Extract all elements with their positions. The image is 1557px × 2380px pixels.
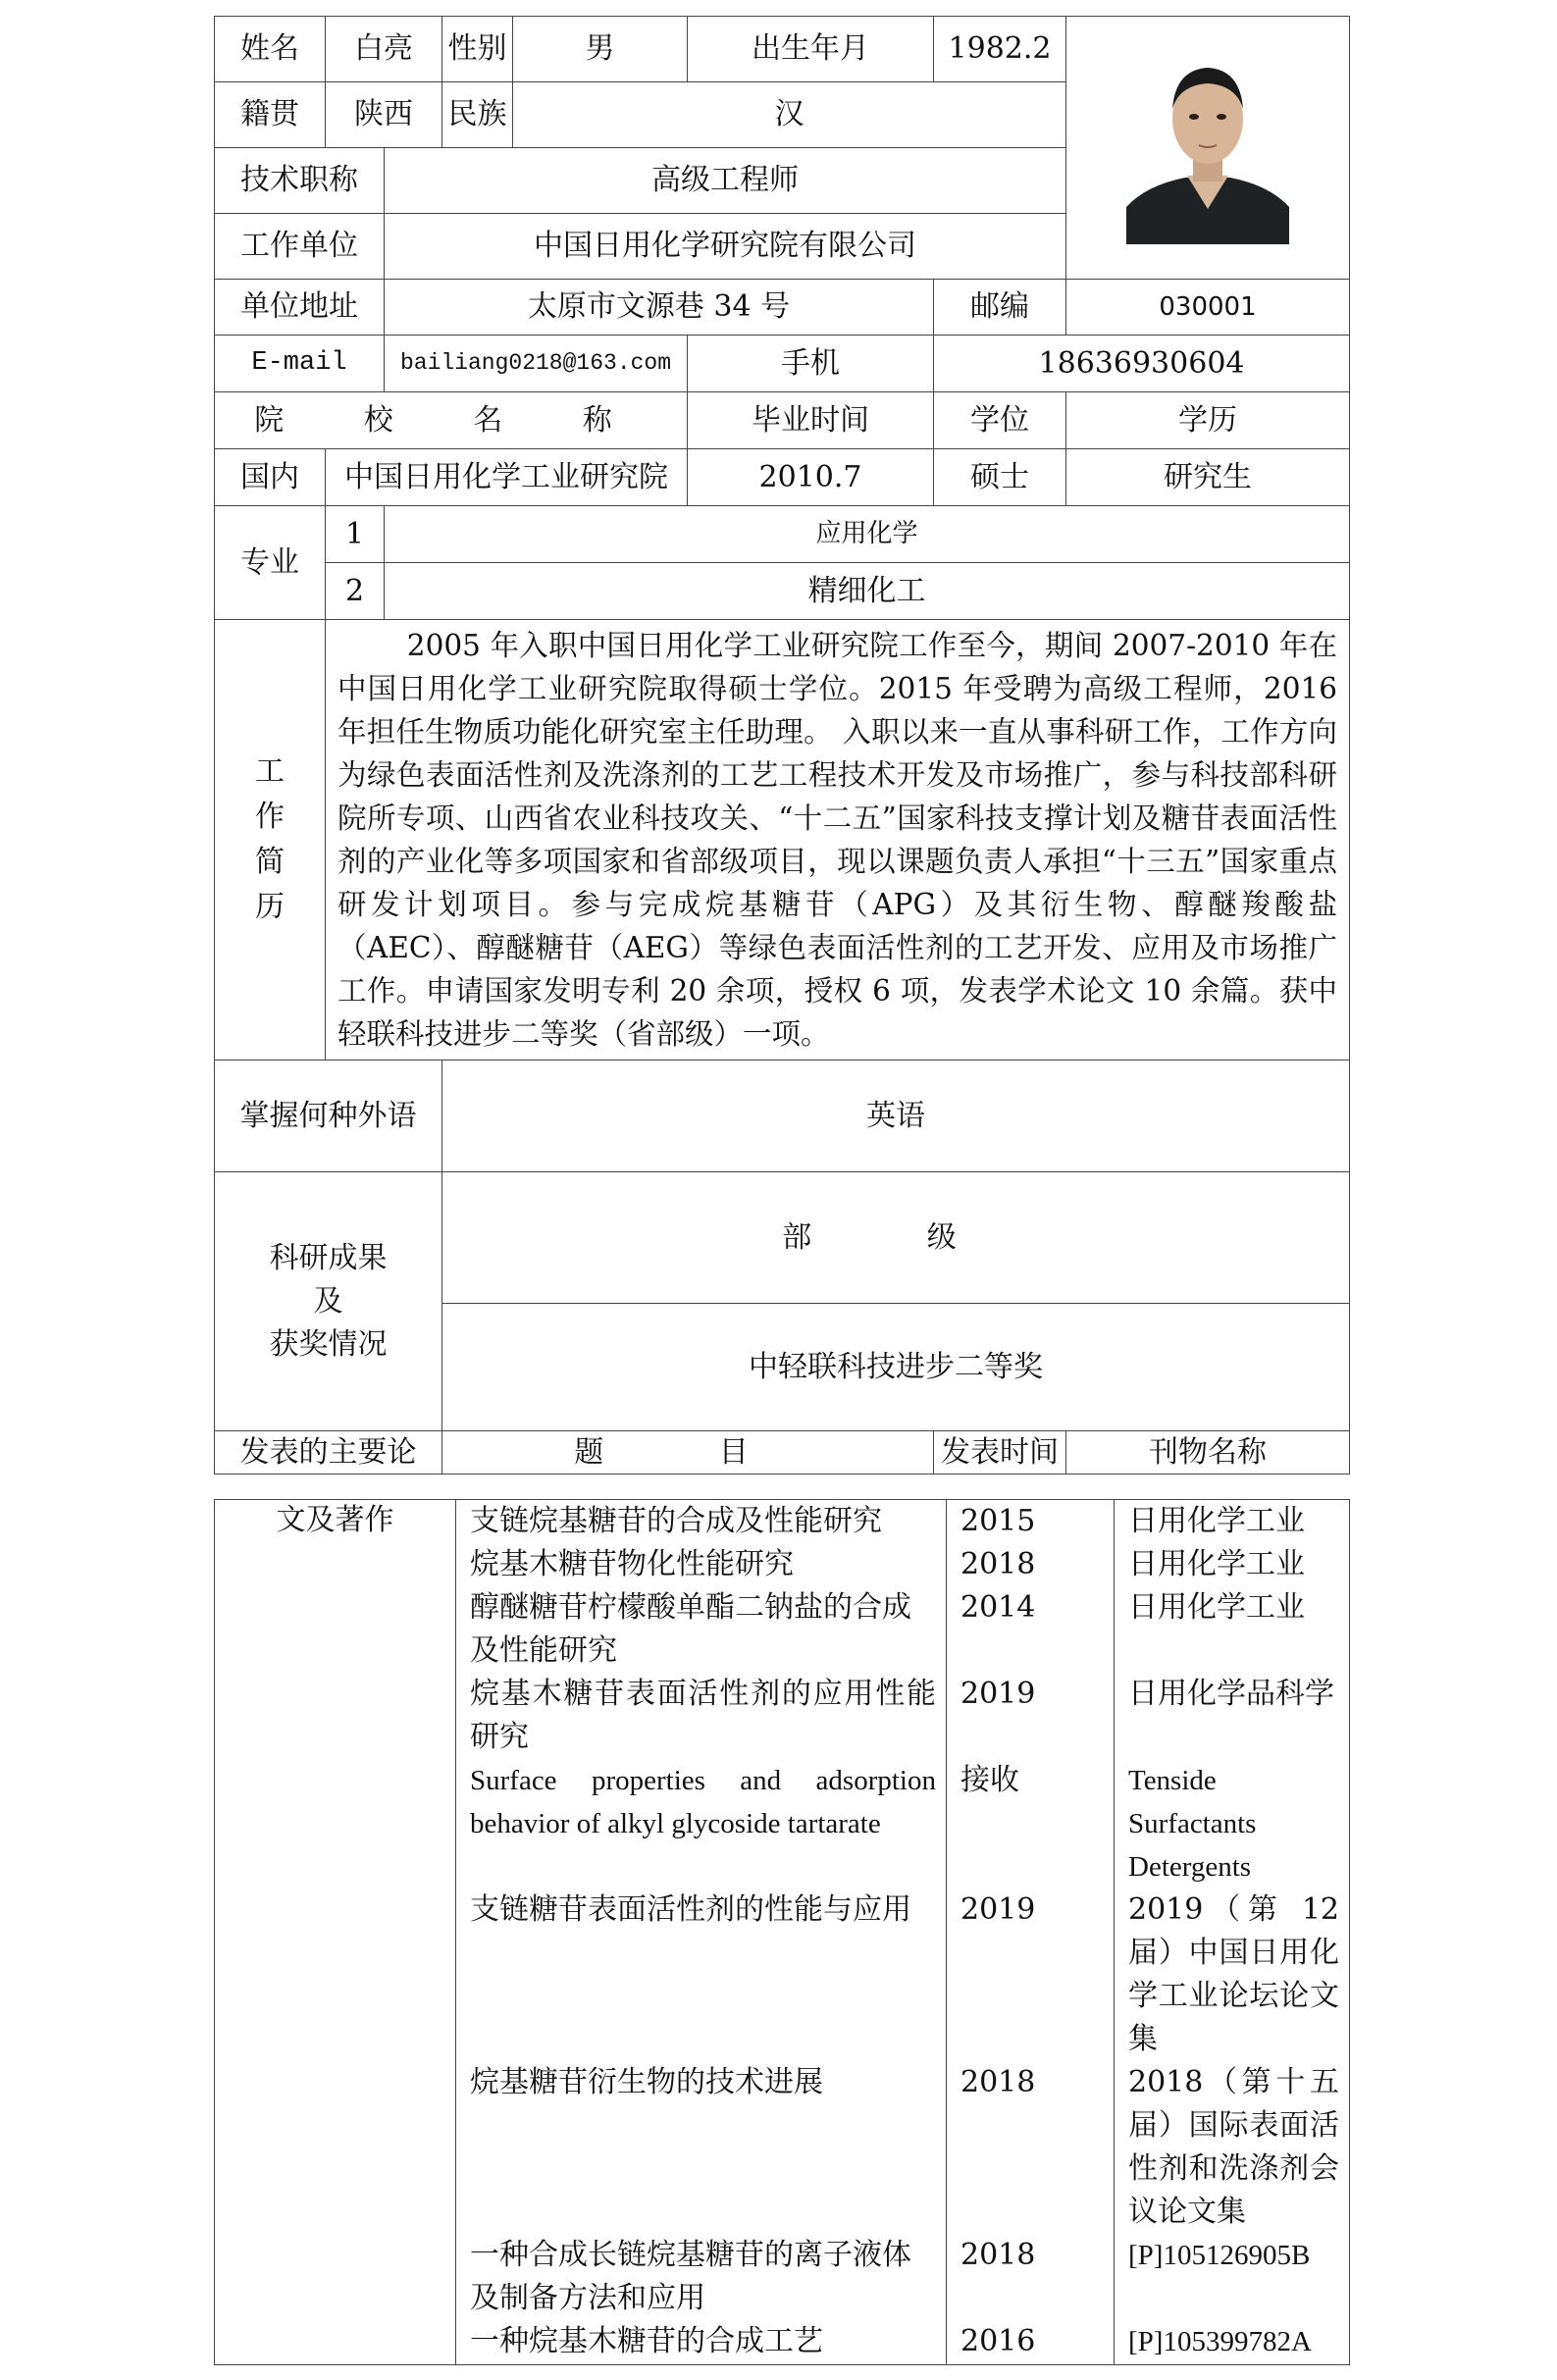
gender-value: 男 (513, 17, 688, 82)
pub-year-2: 2018 (960, 1547, 1036, 1581)
pub-journal-5: Tenside Surfactants Detergents (1128, 1765, 1257, 1883)
award-name: 中轻联科技进步二等奖 (442, 1304, 1350, 1431)
major-name-2: 精细化工 (385, 563, 1350, 620)
awards-label-line2: 及 (313, 1283, 343, 1319)
major-number-2: 2 (326, 563, 385, 620)
pub-journal-6: 2019（第 12 届）中国日用化学工业论坛论文集 (1128, 1892, 1339, 2056)
pub-title-2: 烷基木糖苷物化性能研究 (470, 1547, 794, 1581)
awards-label-line1: 科研成果 (269, 1240, 388, 1275)
employer-value: 中国日用化学研究院有限公司 (385, 214, 1066, 280)
pub-journal-7: 2018（第十五届）国际表面活性剂和洗涤剂会议论文集 (1128, 2065, 1339, 2229)
pub-title-1: 支链烷基糖苷的合成及性能研究 (470, 1504, 882, 1538)
pub-year-3: 2014 (960, 1590, 1036, 1625)
pub-journal-9: [P]105399782A (1128, 2326, 1312, 2357)
publications-label-part1: 发表的主要论 (215, 1431, 442, 1475)
awards-label-line3: 获奖情况 (269, 1326, 388, 1362)
gender-label: 性别 (442, 17, 513, 82)
pub-year-6: 2019 (960, 1892, 1036, 1927)
degree-value: 硕士 (934, 449, 1066, 506)
pub-year-4: 2019 (960, 1677, 1036, 1711)
pub-title-8: 一种合成长链烷基糖苷的离子液体及制备方法和应用 (470, 2238, 911, 2315)
pub-journal-2: 日用化学工业 (1128, 1547, 1305, 1581)
major-number-1: 1 (326, 506, 385, 563)
birth-label: 出生年月 (688, 17, 934, 82)
diploma-header: 学历 (1066, 392, 1350, 449)
pub-journal-4: 日用化学品科学 (1128, 1677, 1334, 1711)
birth-value: 1982.2 (934, 17, 1066, 82)
grad-time-header: 毕业时间 (688, 392, 934, 449)
school-value: 中国日用化学工业研究院 (326, 449, 688, 506)
pub-journal-1: 日用化学工业 (1128, 1504, 1305, 1538)
pub-year-5: 接收 (960, 1763, 1019, 1797)
pub-journal-3: 日用化学工业 (1128, 1590, 1305, 1625)
pub-title-4: 烷基木糖苷表面活性剂的应用性能研究 (470, 1677, 936, 1754)
pub-titles-column (456, 1500, 947, 2365)
award-level: 部 级 (442, 1172, 1350, 1304)
portrait-photo (1126, 52, 1289, 244)
photo-cell (1066, 17, 1350, 280)
ethnicity-label: 民族 (442, 82, 513, 148)
origin-value: 陕西 (326, 82, 442, 148)
postcode-value: 030001 (1066, 280, 1350, 336)
awards-label (215, 1172, 442, 1431)
phone-value: 18636930604 (934, 336, 1350, 392)
publications-table (214, 1499, 1350, 2365)
pub-year-1: 2015 (960, 1504, 1036, 1538)
language-label: 掌握何种外语 (215, 1061, 442, 1172)
pub-title-header: 题 目 (442, 1431, 934, 1475)
degree-header: 学位 (934, 392, 1066, 449)
language-value: 英语 (442, 1061, 1350, 1172)
name-label: 姓名 (215, 17, 326, 82)
ethnicity-value: 汉 (513, 82, 1066, 148)
grad-time-value: 2010.7 (688, 449, 934, 506)
diploma-value: 研究生 (1066, 449, 1350, 506)
pub-title-3: 醇醚糖苷柠檬酸单酯二钠盐的合成及性能研究 (470, 1590, 911, 1668)
pub-title-7: 烷基糖苷衍生物的技术进展 (470, 2065, 823, 2099)
pub-year-9: 2016 (960, 2324, 1036, 2358)
pub-journal-8: [P]105126905B (1128, 2240, 1311, 2271)
address-label: 单位地址 (215, 280, 385, 336)
education-row-label: 国内 (215, 449, 326, 506)
pub-year-8: 2018 (960, 2238, 1036, 2272)
major-name-1: 应用化学 (385, 506, 1350, 563)
pub-title-9: 一种烷基木糖苷的合成工艺 (470, 2324, 823, 2358)
publications-label-part2: 文及著作 (215, 1500, 456, 2365)
address-value: 太原市文源巷 34 号 (385, 280, 934, 336)
work-history-label-text: 工作简历 (255, 754, 285, 924)
work-history-text (326, 620, 1350, 1061)
employer-label: 工作单位 (215, 214, 385, 280)
work-history-paragraph: 2005 年入职中国日用化学工业研究院工作至今，期间 2007-2010 年在中国日用化学工业研究院取得硕士学位。2015 年受聘为高级工程师，2016 年担任生物质功能化研究室主任助理。 入职以来一直从事科研工作，工作方向为绿色表面活性剂及洗涤剂的工艺工程技术开发及市场推广，参与科技部科研院所专项、山西省农业科技攻关、“十二五”国家科技支撑计划及糖苷表面活性剂的产业化等多项国家和省部级项目，现以课题负责人承担“十三五”国家重点研发计划项目。参与完成烷基糖苷（APG）及其衍生物、醇醚羧酸盐（AEC）、醇醚糖苷（AEG）等绿色表面活性剂的工艺开发、应用及市场推广工作。申请国家发明专利 20 余项，授权 6 项，发表学术论文 10 余篇。获中轻联科技进步二等奖（省部级）一项。 (337, 629, 1338, 1051)
pub-time-header: 发表时间 (934, 1431, 1066, 1475)
pub-title-5: Surface properties and adsorption behavior of alkyl glycoside tartarate (470, 1765, 936, 1839)
school-header: 院 校 名 称 (215, 392, 688, 449)
pub-years-column (947, 1500, 1115, 2365)
name-value: 白亮 (326, 17, 442, 82)
title-label: 技术职称 (215, 148, 385, 214)
title-value: 高级工程师 (385, 148, 1066, 214)
email-label: E-mail (215, 336, 385, 392)
postcode-label: 邮编 (934, 280, 1066, 336)
major-label: 专业 (215, 506, 326, 620)
origin-label: 籍贯 (215, 82, 326, 148)
pub-title-6: 支链糖苷表面活性剂的性能与应用 (470, 1892, 911, 1927)
pub-year-7: 2018 (960, 2065, 1036, 2099)
resume-form-table (214, 16, 1350, 1475)
email-value: bailiang0218@163.com (385, 336, 688, 392)
phone-label: 手机 (688, 336, 934, 392)
pub-journals-column (1115, 1500, 1350, 2365)
work-history-label (215, 620, 326, 1061)
pub-journal-header: 刊物名称 (1066, 1431, 1350, 1475)
